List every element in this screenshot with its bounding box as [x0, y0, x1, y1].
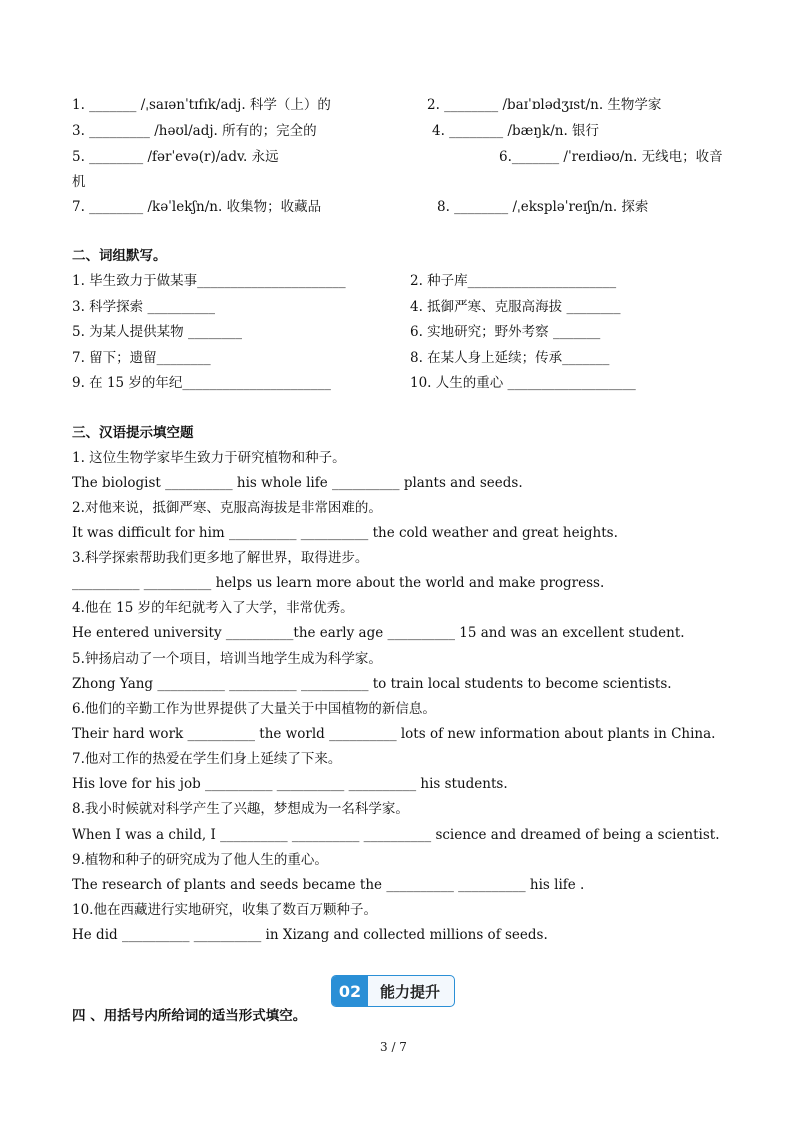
vocab-item-5: 5. ________ /fərˈevə(r)/adv. 永远 — [72, 149, 279, 165]
vocab-item-4: 4. ________ /bæŋk/n. 银行 — [432, 123, 600, 139]
section-2-title: 二、词组默写。 — [72, 248, 167, 264]
vocab-item-6-wrap: 机 — [72, 174, 86, 190]
exercise-line: __________ __________ helps us learn more about the world and make progress. — [72, 575, 605, 591]
vocab-item-8: 8. ________ /ˌekspləˈreɪʃn/n. 探索 — [437, 199, 649, 215]
phrase-item-9: 9. 在 15 岁的年纪______________________ — [72, 375, 331, 391]
phrase-item-7: 7. 留下；遗留________ — [72, 350, 211, 366]
exercise-line: 8.我小时候就对科学产生了兴趣，梦想成为一名科学家。 — [72, 801, 409, 817]
exercise-line: 7.他对工作的热爱在学生们身上延续了下来。 — [72, 751, 342, 767]
vocab-item-3: 3. _________ /həʊl/adj. 所有的；完全的 — [72, 123, 317, 139]
exercise-line: His love for his job __________ __________ __________ his students. — [72, 776, 508, 792]
exercise-line: He did __________ __________ in Xizang and collected millions of seeds. — [72, 927, 548, 943]
phrase-item-8: 8. 在某人身上延续；传承_______ — [410, 350, 610, 366]
exercise-line: Their hard work __________ the world __________ lots of new information about plants in China. — [72, 726, 716, 742]
phrase-item-4: 4. 抵御严寒、克服高海拔 ________ — [410, 299, 621, 315]
phrase-item-1: 1. 毕生致力于做某事______________________ — [72, 273, 346, 289]
vocab-item-2: 2. ________ /baɪˈɒlədʒɪst/n. 生物学家 — [427, 97, 662, 113]
section-3-title: 三、汉语提示填空题 — [72, 425, 194, 441]
exercise-line: 9.植物和种子的研究成为了他人生的重心。 — [72, 852, 328, 868]
badge-title: 能力提升 — [380, 982, 441, 1001]
page-number: 3 / 7 — [380, 1040, 407, 1054]
exercise-line: The biologist __________ his whole life __________ plants and seeds. — [72, 475, 523, 491]
exercise-line: 10.他在西藏进行实地研究，收集了数百万颗种子。 — [72, 902, 377, 918]
exercise-line: He entered university __________the early age __________ 15 and was an excellent student. — [72, 625, 685, 641]
exercise-line: When I was a child, I __________ __________ __________ science and dreamed of being a scientist. — [72, 827, 720, 843]
phrase-item-6: 6. 实地研究；野外考察 _______ — [410, 324, 601, 340]
phrase-item-10: 10. 人生的重心 ___________________ — [410, 375, 636, 391]
phrase-item-2: 2. 种子库______________________ — [410, 273, 617, 289]
phrase-item-3: 3. 科学探索 __________ — [72, 299, 215, 315]
exercise-line: 4.他在 15 岁的年纪就考入了大学，非常优秀。 — [72, 600, 354, 616]
exercise-line: 6.他们的辛勤工作为世界提供了大量关于中国植物的新信息。 — [72, 701, 436, 717]
vocab-item-6: 6._______ /ˈreɪdiəʊ/n. 无线电；收音 — [499, 149, 723, 165]
exercise-line: 3.科学探索帮助我们更多地了解世界，取得进步。 — [72, 550, 369, 566]
exercise-line: Zhong Yang __________ __________ __________ to train local students to become scientists. — [72, 676, 672, 692]
phrase-item-5: 5. 为某人提供某物 ________ — [72, 324, 242, 340]
exercise-line: 2.对他来说，抵御严寒、克服高海拔是非常困难的。 — [72, 500, 382, 516]
exercise-line: 5.钟扬启动了一个项目，培训当地学生成为科学家。 — [72, 651, 382, 667]
exercise-line: 1. 这位生物学家毕生致力于研究植物和种子。 — [72, 450, 346, 466]
badge-number: 02 — [332, 976, 368, 1006]
vocab-item-7: 7. ________ /kəˈlekʃn/n. 收集物；收藏品 — [72, 199, 322, 215]
section-4-title: 四 、用括号内所给词的适当形式填空。 — [72, 1008, 307, 1024]
exercise-line: The research of plants and seeds became the __________ __________ his life . — [72, 877, 585, 893]
exercise-line: It was difficult for him __________ __________ the cold weather and great heights. — [72, 525, 618, 541]
vocab-item-1: 1. _______ /ˌsaɪənˈtɪfɪk/adj. 科学（上）的 — [72, 97, 331, 113]
section-badge — [331, 975, 455, 1007]
